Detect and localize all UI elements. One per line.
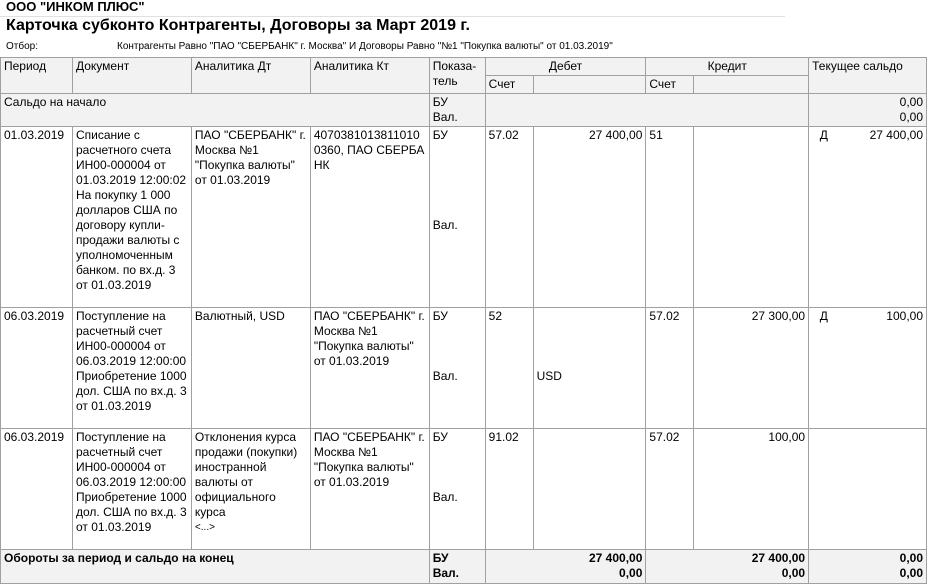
row-period: 01.03.2019: [1, 127, 73, 308]
opening-bu-value: 0,00: [899, 95, 923, 109]
row-debit-account: 57.02: [485, 127, 533, 308]
opening-indicator: [429, 94, 485, 127]
row-ind-bu: БУ: [432, 309, 448, 323]
row-indicator: [429, 127, 485, 308]
report-table: [0, 57, 927, 584]
row-debit-amount-bu: [537, 309, 643, 324]
totals-row: [1, 550, 927, 584]
header-document: Документ: [72, 58, 191, 94]
row-ind-val: Вал.: [432, 218, 458, 232]
header-balance: Текущее сальдо: [809, 58, 927, 94]
totals-ind-bu: БУ: [432, 551, 449, 565]
totals-balance-val: 0,00: [899, 566, 923, 580]
row-credit-amount: [694, 127, 809, 308]
row-credit-amount: 27 300,00: [694, 308, 809, 429]
row-credit-account: 57.02: [646, 308, 694, 429]
row-document: Поступление на расчетный счет ИН00-000004 от 06.03.2019 12:00:00 Приобретение 1000 дол. США по вх.д. 3 от 01.03.2019: [72, 308, 191, 429]
opening-label: Сальдо на начало: [1, 94, 430, 127]
row-balance-value: 27 400,00: [839, 127, 927, 308]
totals-credit: [646, 550, 809, 584]
header-debit: Дебет: [485, 58, 646, 76]
row-indicator: [429, 429, 485, 550]
row-balance-value: [839, 429, 927, 550]
opening-balance: [809, 94, 927, 127]
header-indicator-line2: тель: [432, 74, 458, 88]
filter-label: Отбор:: [6, 41, 38, 52]
row-credit-account: 57.02: [646, 429, 694, 550]
filter-text: Контрагенты Равно "ПАО "СБЕРБАНК" г. Москва" И Договоры Равно "№1 "Покупка валюты" от 01.03.2019": [117, 41, 613, 52]
header-analytics-kt: Аналитика Кт: [310, 58, 429, 94]
row-ind-bu: БУ: [432, 128, 448, 142]
row-credit-amount: 100,00: [694, 429, 809, 550]
totals-credit-val: 0,00: [781, 566, 806, 580]
totals-ind-val: Вал.: [432, 566, 459, 580]
row-analytics-kt: ПАО "СБЕРБАНК" г. Москва №1 "Покупка валюты" от 01.03.2019: [310, 308, 429, 429]
row-debit-amount: 27 400,00: [533, 127, 646, 308]
totals-balance-bu: 0,00: [899, 551, 923, 565]
totals-debit-bu: 27 400,00: [589, 551, 643, 565]
row-balance-side: [809, 429, 839, 550]
row-analytics-dt: Валютный, USD: [191, 308, 310, 429]
row-ind-bu: БУ: [432, 430, 448, 444]
totals-debit: [485, 550, 646, 584]
table-row: [1, 308, 927, 429]
totals-indicator: [429, 550, 485, 584]
row-analytics-dt-more[interactable]: <...>: [194, 522, 215, 533]
header-indicator: [429, 58, 485, 94]
row-balance-value: 100,00: [839, 308, 927, 429]
row-analytics-kt: 40703810138110100360, ПАО СБЕРБАНК: [310, 127, 429, 308]
totals-credit-bu: 27 400,00: [751, 551, 806, 565]
header-credit-amount: [694, 76, 809, 94]
totals-balance: [809, 550, 927, 584]
header-debit-account: Счет: [485, 76, 533, 94]
row-indicator: [429, 308, 485, 429]
row-document: Списание с расчетного счета ИН00-000004 от 01.03.2019 12:00:02 На покупку 1 000 долларов США по договору купли-продажи валюты с уполномоченным банком. по вх.д. 3 от 01.03.2019: [72, 127, 191, 308]
header-period: Период: [1, 58, 73, 94]
organization-name: ООО "ИНКОМ ПЛЮС": [6, 0, 145, 14]
header-debit-amount: [533, 76, 646, 94]
header-credit: Кредит: [646, 58, 809, 76]
table-row: [1, 127, 927, 308]
row-document: Поступление на расчетный счет ИН00-000004 от 06.03.2019 12:00:00 Приобретение 1000 дол. США по вх.д. 3 от 01.03.2019: [72, 429, 191, 550]
opening-val-value: 0,00: [899, 110, 923, 124]
row-period: 06.03.2019: [1, 429, 73, 550]
row-analytics-dt: [191, 429, 310, 550]
row-ind-val: Вал.: [432, 369, 458, 383]
row-analytics-dt-text: Отклонения курса продажи (покупки) иностранной валюты от официального курса: [194, 430, 298, 519]
table-row: [1, 429, 927, 550]
row-debit-account: 52: [485, 308, 533, 429]
row-balance-side: Д: [809, 308, 839, 429]
totals-label: Обороты за период и сальдо на конец: [1, 550, 430, 584]
opening-ind-bu: БУ: [432, 95, 448, 109]
header-credit-account: Счет: [646, 76, 694, 94]
row-balance-side: Д: [809, 127, 839, 308]
header-indicator-line1: Показа-: [432, 59, 477, 73]
row-debit-amount: [533, 308, 646, 429]
row-credit-account: 51: [646, 127, 694, 308]
opening-row: [1, 94, 927, 127]
report-title: Карточка субконто Контрагенты, Договоры за Март 2019 г.: [6, 17, 470, 34]
header-analytics-dt: Аналитика Дт: [191, 58, 310, 94]
header-row-1: [1, 58, 927, 76]
row-period: 06.03.2019: [1, 308, 73, 429]
row-debit-amount: [533, 429, 646, 550]
totals-debit-val: 0,00: [619, 566, 643, 580]
row-analytics-dt: ПАО "СБЕРБАНК" г. Москва №1 "Покупка валюты" от 01.03.2019: [191, 127, 310, 308]
row-debit-currency: USD: [536, 369, 562, 383]
row-debit-account: 91.02: [485, 429, 533, 550]
row-ind-val: Вал.: [432, 490, 458, 504]
opening-empty: [485, 94, 808, 127]
opening-ind-val: Вал.: [432, 110, 458, 124]
row-analytics-kt: ПАО "СБЕРБАНК" г. Москва №1 "Покупка валюты" от 01.03.2019: [310, 429, 429, 550]
